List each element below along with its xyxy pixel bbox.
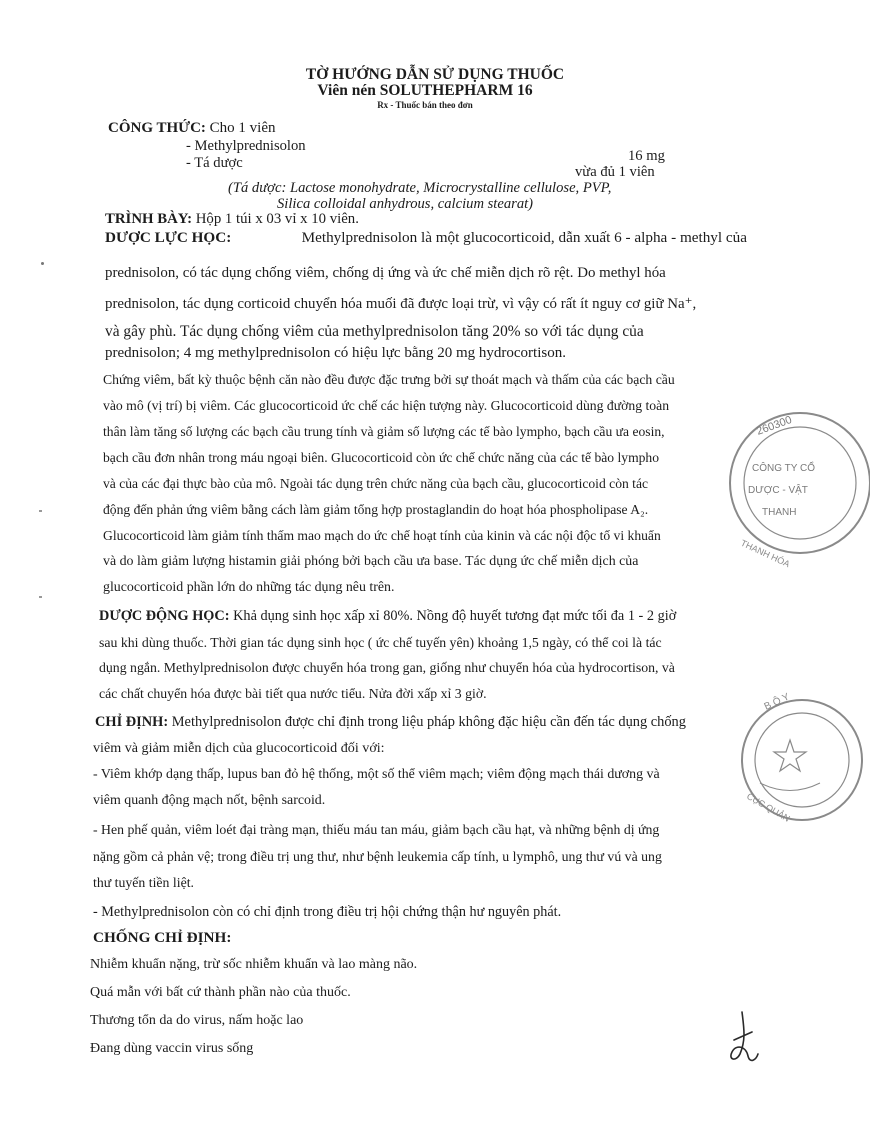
indications-line-1 — [95, 714, 686, 731]
leaflet-title: TỜ HƯỚNG DẪN SỬ DỤNG THUỐC — [305, 66, 565, 83]
indication-item-2-line-2: nặng gồm cả phản vệ; trong điều trị ung thư, như bệnh leukemia cấp tính, u lymphô, ung thư vú và ung — [93, 849, 662, 864]
ingredient-2-amount: vừa đủ 1 viên — [575, 164, 655, 180]
contraindication-item-3: Thương tổn da do virus, nấm hoặc lao — [90, 1013, 304, 1028]
inflammation-line-1: Chứng viêm, bất kỳ thuộc bệnh căn nào đều được đặc trưng bởi sự thoát mạch và thấm của các bạch cầu — [103, 372, 675, 387]
indication-item-1-line-2: viêm quanh động mạch nốt, bệnh sarcoid. — [93, 793, 326, 808]
excipients-line-2: Silica colloidal anhydrous, calcium stearat) — [277, 196, 534, 212]
contraindications-label: CHỐNG CHỈ ĐỊNH: — [93, 929, 232, 946]
svg-text:THANH HÓA: THANH HÓA — [739, 537, 792, 570]
contraindication-item-1: Nhiễm khuẩn nặng, trừ sốc nhiễm khuẩn và lao màng não. — [90, 957, 418, 972]
pharmacokinetics-line-1 — [99, 608, 676, 625]
pharmacodynamics-line-1 — [105, 229, 747, 247]
indication-item-2-line-1: - Hen phế quản, viêm loét đại tràng mạn, thiếu máu tan máu, giảm bạch cầu hạt, và những bệnh dị ứng — [93, 822, 660, 837]
indications-text-1: Methylprednisolon được chỉ định trong liệu pháp không đặc hiệu cần đến tác dụng chống — [171, 714, 686, 730]
ingredient-1-amount: 16 mg — [628, 148, 665, 164]
pharmacodynamics-text-1: Methylprednisolon là một glucocorticoid, dẫn xuất 6 - alpha - methyl của — [301, 229, 747, 246]
formula-label: CÔNG THỨC: — [108, 120, 206, 136]
ministry-stamp — [730, 688, 800, 838]
pharmacokinetics-line-4: các chất chuyển hóa được bài tiết qua nước tiểu. Nửa đời xấp xỉ 3 giờ. — [99, 686, 487, 701]
svg-text:B Ộ Y: B Ộ Y — [762, 691, 792, 713]
company-stamp — [722, 405, 815, 570]
excipients-line-1: (Tá dược: Lactose monohydrate, Microcrystalline cellulose, PVP, — [228, 180, 612, 196]
inflammation-line-5: và của các đại thực bào của mô. Ngoài tác dụng trên chức năng của bạch cầu, glucocorticoid còn tác — [103, 476, 649, 491]
contraindication-item-2: Quá mẫn với bất cứ thành phần nào của thuốc. — [90, 985, 351, 1000]
pharmacokinetics-label: DƯỢC ĐỘNG HỌC: — [99, 608, 230, 624]
ingredient-1: - Methylprednisolon — [186, 138, 306, 154]
pharmacokinetics-text-1: Khả dụng sinh học xấp xỉ 80%. Nồng độ huyết tương đạt mức tối đa 1 - 2 giờ — [233, 608, 677, 624]
formula-heading — [108, 120, 276, 137]
indications-line-2: viêm và giảm miễn dịch của glucocorticoid đối với: — [93, 740, 385, 756]
contraindication-item-4: Đang dùng vaccin virus sống — [90, 1041, 254, 1056]
inflammation-line-7: Glucocorticoid làm giảm tính thấm mao mạch do ức chế hoạt tính của kinin và các nội độc tố vi khuẩn — [103, 528, 661, 543]
signature — [722, 1010, 762, 1070]
pharmacokinetics-line-2: sau khi dùng thuốc. Thời gian tác dụng sinh học ( ức chế tuyến yên) khoảng 1,5 ngày, có thể coi là tác — [99, 635, 662, 650]
product-name: Viên nén SOLUTHEPHARM 16 — [317, 82, 533, 99]
formula-per: Cho 1 viên — [209, 120, 276, 136]
indications-label: CHỈ ĐỊNH: — [95, 714, 169, 730]
inflammation-line-4: bạch cầu đơn nhân trong máu ngoại biên. Glucocorticoid còn ức chế chức năng của các tế bào lympho — [103, 450, 660, 465]
ingredient-2: - Tá dược — [186, 155, 243, 171]
pharmacodynamics-line-3: prednisolon, tác dụng corticoid chuyển hóa muối đã được loại trừ, vì vậy có rất ít nguy cơ giữ Na⁺, — [105, 296, 697, 312]
pharmacodynamics-line-4: và gây phù. Tác dụng chống viêm của methylprednisolon tăng 20% so với tác dụng của — [105, 323, 644, 340]
pharmacokinetics-line-3: dụng ngắn. Methylprednisolon được chuyển hóa trong gan, giống như chuyển hóa của hydrocortison, và — [99, 660, 675, 675]
presentation-label: TRÌNH BÀY: — [105, 211, 193, 227]
pharmacodynamics-label: DƯỢC LỰC HỌC: — [105, 229, 232, 246]
margin-speck — [39, 596, 42, 598]
inflammation-line-8: và do làm giảm lượng histamin giải phóng bởi bạch cầu ưa base. Tác dụng ức chế miễn dịch của — [103, 554, 639, 569]
inflammation-line-9: glucocorticoid phần lớn do những tác dụng nêu trên. — [103, 580, 395, 595]
presentation — [105, 211, 359, 228]
presentation-text: Hộp 1 túi x 03 vỉ x 10 viên. — [195, 211, 359, 227]
svg-text:DƯỢC - VẬT: DƯỢC - VẬT — [748, 485, 808, 496]
svg-text:CỤC QUẢN: CỤC QUẢN — [745, 791, 792, 824]
pharmacodynamics-line-5: prednisolon; 4 mg methylprednisolon có hiệu lực bằng 20 mg hydrocortison. — [105, 345, 566, 361]
indication-item-1-line-1: - Viêm khớp dạng thấp, lupus ban đỏ hệ thống, một số thể viêm mạch; viêm động mạch thái dương và — [93, 767, 660, 782]
margin-speck — [41, 262, 44, 265]
inflammation-line-2: vào mô (vị trí) bị viêm. Các glucocorticoid ức chế các hiện tượng này. Glucocorticoid dùng đường toàn — [103, 398, 670, 413]
inflammation-line-3: thân làm tăng số lượng các bạch cầu trung tính và giảm số lượng các tế bào lympho, bạch cầu ưa eosin, — [103, 424, 665, 439]
margin-speck — [39, 510, 42, 512]
inflammation-line-6: động đến phản ứng viêm bằng cách làm giảm tổng hợp prostaglandin do hoạt hóa phospholipase A₂. — [103, 502, 649, 517]
indication-item-2-line-3: thư tuyến tiền liệt. — [93, 875, 194, 890]
indication-item-3: - Methylprednisolon còn có chỉ định trong điều trị hội chứng thận hư nguyên phát. — [93, 904, 562, 920]
pharmacodynamics-line-2: prednisolon, có tác dụng chống viêm, chống dị ứng và ức chế miễn dịch rõ rệt. Do methyl hóa — [105, 265, 666, 281]
svg-text:CÔNG TY CỔ: CÔNG TY CỔ — [752, 463, 815, 474]
svg-text:THANH: THANH — [762, 507, 797, 518]
rx-note: Rx - Thuốc bán theo đơn — [377, 100, 473, 110]
svg-text:260300: 260300 — [754, 413, 794, 438]
